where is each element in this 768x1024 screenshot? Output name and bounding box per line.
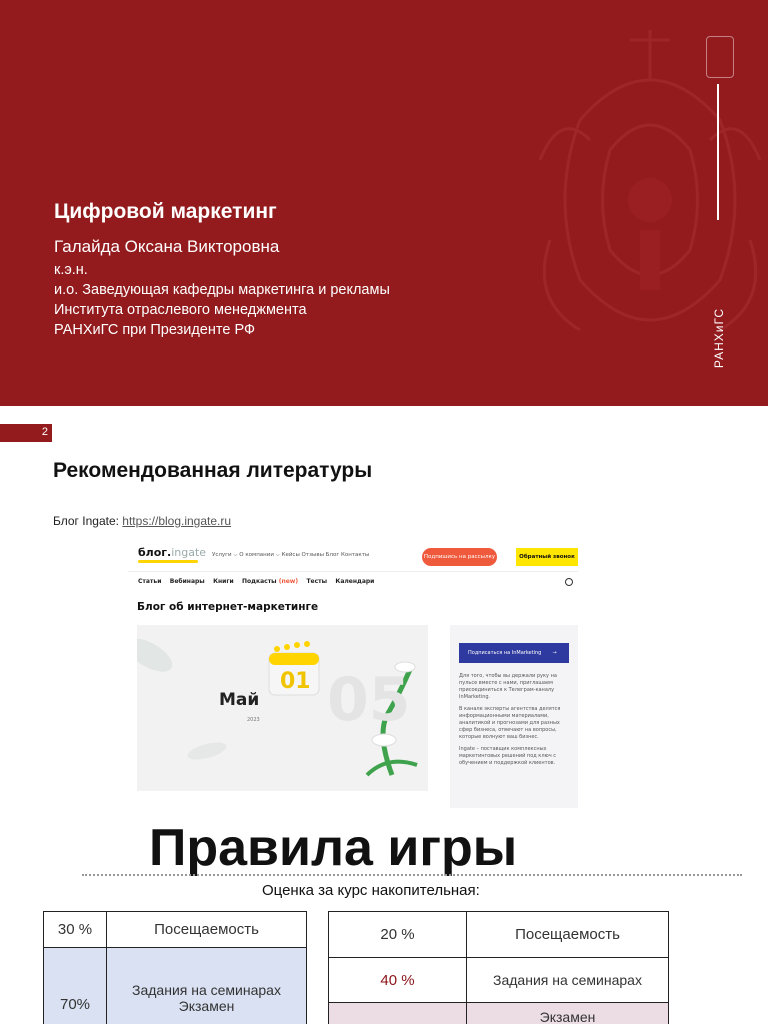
literature-title: Рекомендованная литературы	[53, 459, 373, 482]
vertical-divider	[717, 84, 719, 220]
table-cell: Посещаемость	[107, 912, 307, 948]
vertical-brand-label: РАНХиГС	[712, 307, 726, 369]
nav-calendars[interactable]: Календари	[335, 578, 375, 585]
table-cell: Посещаемость	[467, 912, 669, 958]
callback-button[interactable]: Обратный звонок	[516, 548, 578, 566]
dotted-divider	[82, 874, 742, 876]
author-degree: к.э.н.	[54, 262, 88, 278]
grading-table-1	[43, 911, 307, 1024]
title-slide	[0, 0, 768, 406]
table-cell: Задания на семинарах Экзамен	[107, 948, 307, 1024]
page-number-badge	[0, 424, 52, 442]
blog-logo[interactable]: блог.ingate	[138, 546, 207, 559]
nav-podcasts[interactable]: Подкасты	[242, 578, 277, 585]
nav-tests[interactable]: Тесты	[306, 578, 328, 585]
banner-big-number: 05	[327, 665, 411, 735]
author-institute: Института отраслевого менеджмента	[54, 302, 307, 318]
sidebar-paragraph: В канале эксперты агентства делятся информационными материалами, аналитикой и прогнозами для разных сфер бизнеса, отвечают на вопросы, которые волнуют ваш бизнес.	[459, 706, 561, 740]
table-cell: Задания на семинарах	[467, 958, 669, 1003]
blog-screenshot	[128, 540, 578, 808]
decorative-frame	[706, 36, 734, 78]
grading-table-2	[328, 911, 669, 1024]
nav-webinars[interactable]: Вебинары	[169, 578, 205, 585]
blog-sub-nav	[138, 578, 374, 585]
rules-subtitle: Оценка за курс накопительная:	[262, 882, 480, 899]
author-name: Галайда Оксана Викторовна	[54, 237, 280, 256]
page-number: 2	[41, 426, 48, 438]
blog-sidebar	[450, 625, 578, 808]
table-cell: 70%	[44, 948, 107, 1024]
banner-month: Май	[219, 690, 260, 710]
blog-header	[128, 540, 578, 572]
author-position: и.о. Заведующая кафедры маркетинга и рекламы	[54, 282, 390, 298]
blog-label: Блог Ingate:	[53, 514, 123, 528]
blog-banner[interactable]	[137, 625, 428, 791]
nav-articles[interactable]: Статьи	[138, 578, 162, 585]
table-cell: 30 %	[44, 912, 107, 948]
nav-books[interactable]: Книги	[213, 578, 234, 585]
banner-year: 2023	[247, 717, 260, 723]
blog-reference	[53, 514, 231, 528]
course-title: Цифровой маркетинг	[54, 200, 277, 223]
search-icon[interactable]	[565, 578, 573, 586]
rules-title: Правила игры	[149, 819, 518, 877]
svg-text:01: 01	[280, 669, 311, 694]
sidebar-text	[459, 673, 571, 772]
blog-link[interactable]: https://blog.ingate.ru	[122, 514, 232, 528]
table-cell: 40 %	[329, 958, 467, 1003]
sidebar-paragraph: Для того, чтобы вы держали руку на пульсе вместе с нами, приглашаем присоединиться к Телеграм-каналу InMarketing.	[459, 673, 557, 700]
table-cell: 20 %	[329, 912, 467, 958]
blog-top-nav[interactable]: Услуги ⌵ О компании ⌵ Кейсы Отзывы Блог Контакты	[212, 552, 370, 558]
join-telegram-button[interactable]: Подписаться на InMarketing →	[459, 643, 569, 663]
author-university: РАНХиГС при Президенте РФ	[54, 322, 255, 338]
new-badge: (new)	[278, 578, 299, 585]
blog-heading: Блог об интернет-маркетинге	[137, 601, 319, 613]
table-cell: Экзамен	[467, 1003, 669, 1024]
calendar-icon	[269, 641, 319, 695]
subscribe-button[interactable]: Подпишись на рассылку	[422, 548, 497, 566]
sidebar-paragraph: Ingate – поставщик комплексных маркетинговых решений под ключ с обучением и поддержкой клиентов.	[459, 746, 557, 766]
table-cell	[329, 1003, 467, 1024]
logo-underline	[138, 560, 198, 563]
